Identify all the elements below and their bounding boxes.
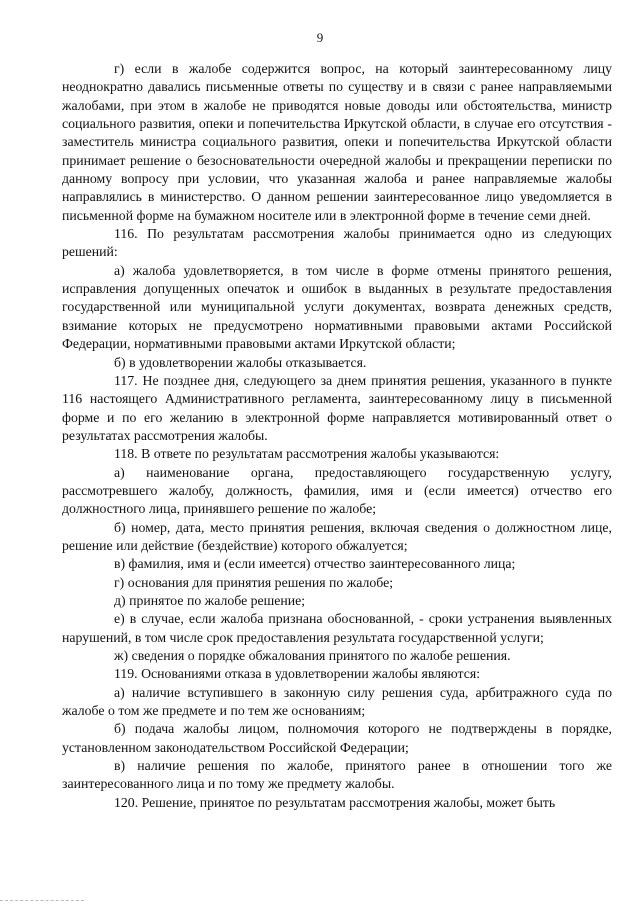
paragraph-118-e: е) в случае, если жалоба признана обоснованной, - сроки устранения выявленных нарушений, в том числе срок предоставления результата государственной услуги; — [62, 611, 612, 645]
paragraph-118: 118. В ответе по результатам рассмотрения жалобы указываются: — [114, 446, 500, 462]
paragraph-118-v: в) фамилия, имя и (если имеется) отчество заинтересованного лица; — [114, 556, 516, 572]
scan-edge-line — [0, 900, 84, 901]
paragraph-118-g: г) основания для принятия решения по жалобе; — [114, 574, 394, 590]
paragraph-118-b: б) номер, дата, место принятия решения, включая сведения о должностном лице, решение или действие (бездействие) которого обжалуется; — [62, 519, 612, 553]
paragraph-118-a: а) наименование органа, предоставляющего государственную услугу, рассмотревшего жалобу, должность, фамилия, имя и (если имеется) отчество его должностного лица, принявшего решение по жалобе; — [62, 464, 612, 517]
paragraph-119-a: а) наличие вступившего в законную силу решения суда, арбитражного суда по жалобе о том же предмете и по тем же основаниям; — [62, 684, 612, 719]
paragraph-118-d: д) принятое по жалобе решение; — [114, 592, 306, 608]
paragraph-119-b: б) подача жалобы лицом, полномочия которого не подтверждены в порядке, установленном законодательством Российской Федерации; — [62, 721, 612, 755]
paragraph-119: 119. Основаниями отказа в удовлетворении жалобы являются: — [114, 666, 481, 682]
paragraph-118-zh: ж) сведения о порядке обжалования принятого по жалобе решения. — [114, 648, 511, 663]
paragraph-116: 116. По результатам рассмотрения жалобы принимается одно из следующих решений: — [62, 226, 612, 260]
paragraph-119-v: в) наличие решения по жалобе, принятого ранее в отношении того же заинтересованного лица и по тому же предмету жалобы. — [62, 758, 612, 792]
paragraph-120: 120. Решение, принятое по результатам рассмотрения жалобы, может быть — [114, 794, 556, 810]
page-number: 9 — [316, 30, 324, 45]
paragraph-116-a: а) жалоба удовлетворяется, в том числе в форме отмены принятого решения, исправления допущенных опечаток и ошибок в выданных в результате предоставления государственной или муниципальной услуги документах, возврата денежных средств, взимание которых не предусмотрено нормативными правовыми актами Российской Федерации, нормативными правовыми актами Иркутской области; — [62, 262, 612, 352]
document-body — [62, 60, 612, 812]
paragraph-g-repeat-complaint: г) если в жалобе содержится вопрос, на который заинтересованному лицу неоднократно давались письменные ответы по существу и в связи с ранее направляемыми жалобами, при этом в жалобе не приводятся новые доводы или обстоятельства, министр социального развития, опеки и попечительства Иркутской области, в случае его отсутствия - заместитель министра социального развития, опеки и попечительства Иркутской области принимает решение о безосновательности очередной жалобы и прекращении переписки по данному вопросу при условии, что указанная жалоба и ранее направляемые жалобы направлялись в министерство. О данном решении заинтересованное лицо уведомляется в письменной форме на бумажном носителе или в электронной форме в течение семи дней. — [62, 61, 612, 223]
paragraph-117: 117. Не позднее дня, следующего за днем принятия решения, указанного в пункте 116 настоящего Административного регламента, заинтересованному лицу в письменной форме и по его желанию в электронной форме направляется мотивированный ответ о результатах рассмотрения жалобы. — [62, 372, 612, 443]
paragraph-116-b: б) в удовлетворении жалобы отказывается. — [114, 354, 367, 370]
